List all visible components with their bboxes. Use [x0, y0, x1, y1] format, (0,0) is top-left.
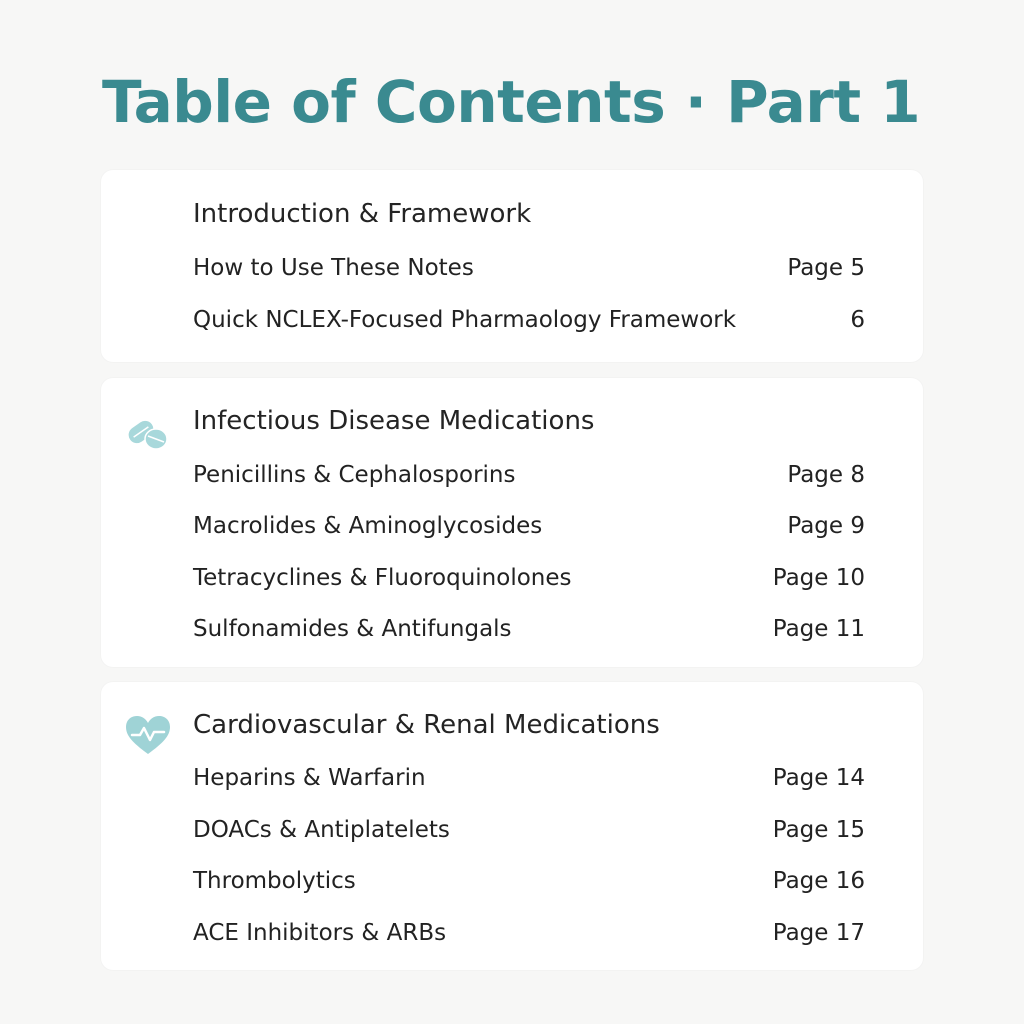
- entry-page-number: 6: [850, 307, 865, 333]
- entry-page-number: Page 14: [772, 765, 865, 791]
- entry-page-number: Page 15: [772, 817, 865, 843]
- toc-entry[interactable]: [193, 613, 865, 645]
- section-heading: Infectious Disease Medications: [193, 406, 595, 436]
- toc-entry[interactable]: [193, 762, 865, 794]
- entry-page-number: Page 10: [772, 565, 865, 591]
- toc-entry[interactable]: [193, 865, 865, 897]
- page-title: Table of Contents · Part 1: [102, 68, 921, 136]
- entry-label: How to Use These Notes: [193, 255, 474, 281]
- section-card-cardiovascular-renal: [101, 682, 923, 970]
- entry-label: Macrolides & Aminoglycosides: [193, 513, 543, 539]
- entry-page-number: Page 8: [787, 462, 865, 488]
- entry-page-number: Page 16: [772, 868, 865, 894]
- entry-label: Thrombolytics: [193, 868, 356, 894]
- entry-page-number: Page 5: [787, 255, 865, 281]
- entry-label: Penicillins & Cephalosporins: [193, 462, 516, 488]
- entry-label: Tetracyclines & Fluoroquinolones: [193, 565, 572, 591]
- toc-entry[interactable]: [193, 252, 865, 284]
- entry-label: Heparins & Warfarin: [193, 765, 426, 791]
- entry-label: Quick NCLEX-Focused Pharmaology Framework: [193, 307, 737, 333]
- section-heading: Cardiovascular & Renal Medications: [193, 710, 660, 740]
- toc-entry[interactable]: [193, 814, 865, 846]
- toc-entry[interactable]: [193, 562, 865, 594]
- toc-entry[interactable]: [193, 510, 865, 542]
- toc-entry[interactable]: [193, 459, 865, 491]
- pills-icon: [123, 412, 173, 456]
- entry-label: ACE Inhibitors & ARBs: [193, 920, 447, 946]
- entry-page-number: Page 9: [787, 513, 865, 539]
- section-card-infectious-disease: [101, 378, 923, 667]
- section-heading: Introduction & Framework: [193, 199, 532, 229]
- entry-label: DOACs & Antiplatelets: [193, 817, 450, 843]
- heart-pulse-icon: [123, 714, 173, 758]
- toc-entry[interactable]: [193, 304, 865, 336]
- entry-page-number: Page 11: [772, 616, 865, 642]
- entry-page-number: Page 17: [772, 920, 865, 946]
- section-card-introduction: [101, 170, 923, 362]
- entry-label: Sulfonamides & Antifungals: [193, 616, 512, 642]
- toc-entry[interactable]: [193, 917, 865, 949]
